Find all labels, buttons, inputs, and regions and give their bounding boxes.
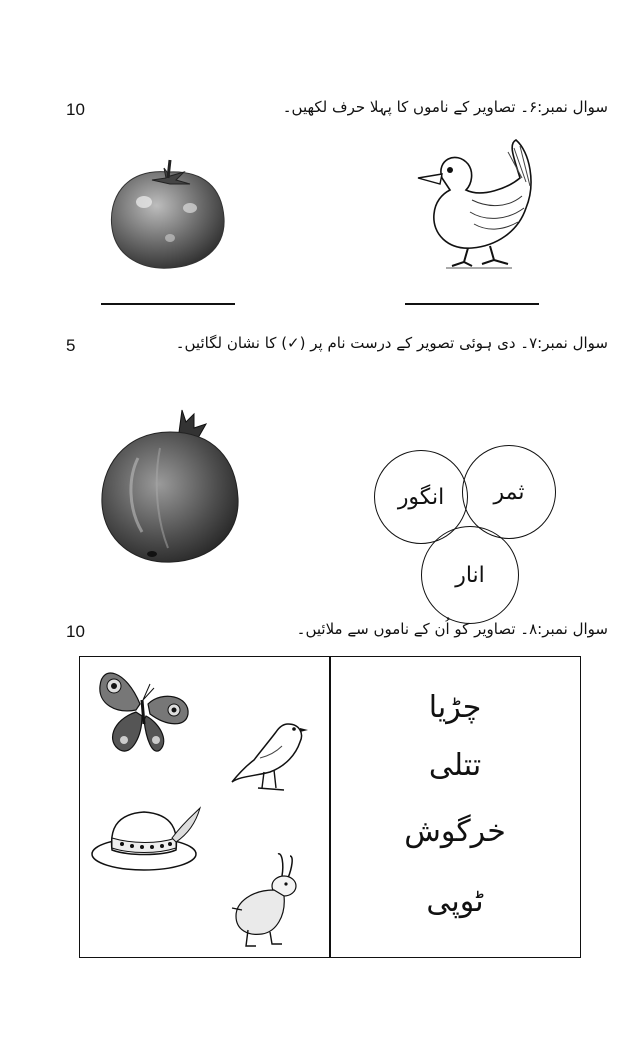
matching-divider [329, 656, 331, 958]
q8-text: سوال نمبر:۸۔ تصاویر کو اُن کے ناموں سے ملائیں۔ [296, 620, 608, 638]
hat-image[interactable] [88, 802, 206, 876]
small-bird-image[interactable] [230, 716, 310, 796]
q6-marks: 10 [66, 100, 85, 119]
q6-answer-line-right[interactable] [405, 303, 539, 305]
rabbit-image[interactable] [228, 850, 308, 950]
option-label-anar: انار [455, 562, 485, 588]
q6-text: سوال نمبر:۶۔ تصاویر کے ناموں کا پہلا حرف لکھیں۔ [282, 98, 608, 116]
word-chirya[interactable]: چڑیا [428, 690, 482, 725]
q7-text: سوال نمبر:۷۔ دی ہوئی تصویر کے درست نام پر (✓) کا نشان لگائیں۔ [175, 334, 608, 352]
option-label-samar: ثمر [493, 479, 525, 505]
word-titli[interactable]: تتلی [428, 748, 482, 783]
option-circle-anar[interactable] [421, 526, 519, 624]
tomato-image [104, 150, 232, 272]
q6-answer-line-left[interactable] [101, 303, 235, 305]
q7-marks: 5 [66, 336, 76, 355]
word-khargosh[interactable]: خرگوش [404, 814, 506, 849]
word-topi[interactable]: ٹوپی [426, 884, 484, 919]
option-label-angoor: انگور [397, 484, 445, 510]
bird-image [412, 138, 542, 278]
pomegranate-image [98, 408, 244, 568]
butterfly-image[interactable] [96, 660, 192, 756]
option-circle-samar[interactable] [462, 445, 556, 539]
q8-marks: 10 [66, 622, 85, 641]
